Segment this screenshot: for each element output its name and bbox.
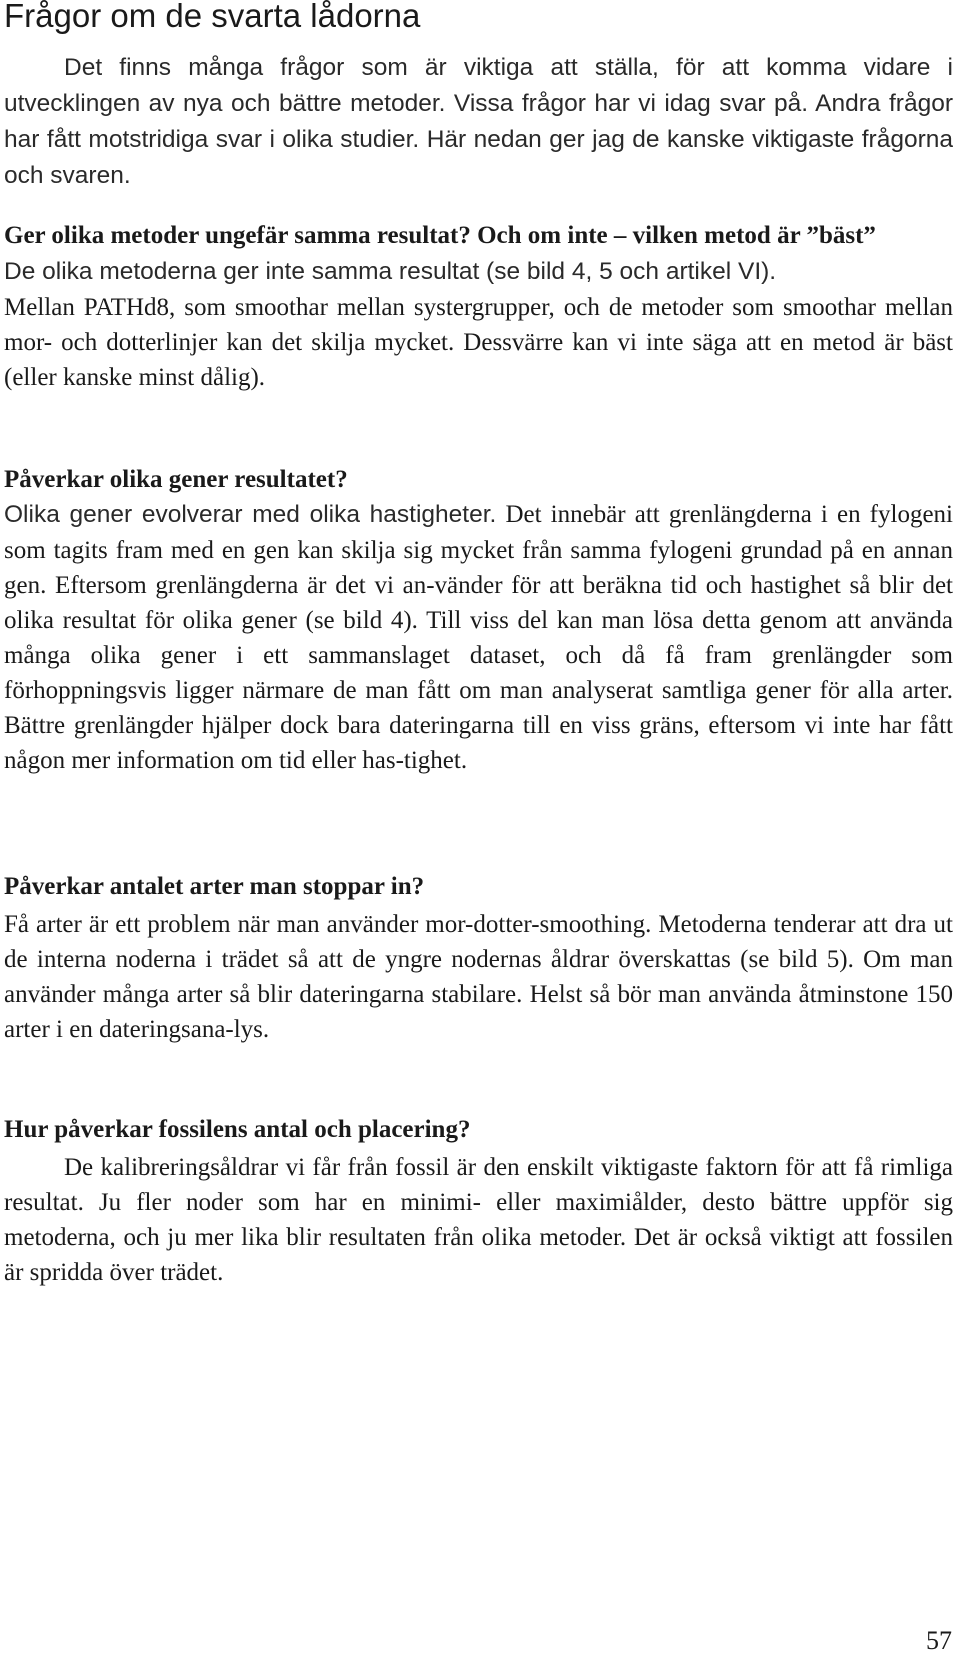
section-body-rest: Det innebär att grenlängderna i en fylogeni som tagits fram med en gen kan skilja sig mycket från samma fylogeni grundad på en annan gen. Eftersom grenlängderna är det vi an-vänder för att beräkna tid och hastighet så blir det olika resultat för olika gener (se bild 4). Till viss del kan man lösa detta genom att använda många olika gener i ett sammanslaget dataset, och då få fram grenlängder som förhoppningsvis ligger närmare de man fått om man analyserat samtliga gener för alla arter. Bättre grenlängder hjälper dock bara dateringarna till en viss gräns, eftersom vi inte har fått någon mer information om tid eller has-tighet. (4, 501, 953, 774)
section-heading: Påverkar olika gener resultatet? (4, 466, 348, 493)
section-body: De kalibreringsåldrar vi får från fossil är den enskilt viktigaste faktorn för att få rimliga resultat. Ju fler noder som har en minimi- eller maximiålder, desto bättre uppför sig metoderna, och ju mer lika blir resultaten från olika metoder. Det är också viktigt att fossilen är spridda över trädet. (4, 1154, 953, 1286)
section-body-intro: Olika gener evolverar med olika hastigheter. (4, 501, 497, 528)
section-body: Mellan PATHd8, som smoothar mellan systergrupper, och de metoder som smoothar mellan mor- och dotterlinjer kan det skilja mycket. Dessvärre kan vi inte säga att en metod är bäst (eller kanske minst dålig). (4, 294, 953, 391)
section-body (4, 497, 953, 778)
section-heading: Påverkar antalet arter man stoppar in? (4, 873, 425, 900)
page-title: Frågor om de svarta lådorna (4, 0, 421, 34)
section-body-intro: De olika metoderna ger inte samma resultat (se bild 4, 5 och artikel VI). (4, 258, 777, 285)
section-fossils (4, 1112, 953, 1290)
intro-paragraph-block (4, 50, 953, 194)
section-species-count (4, 869, 953, 1047)
section-body: Få arter är ett problem när man använder mor-dotter-smoothing. Metoderna tenderar att dra ut de interna noderna i trädet så att de yngre nodernas åldrar överskattas (se bild 5). Om man använder många arter så blir dateringarna stabilare. Helst så bör man använda åtminstone 150 arter i en dateringsana-lys. (4, 911, 953, 1043)
section-heading: Ger olika metoder ungefär samma resultat? Och om inte – vilken metod är ”bäst” (4, 222, 876, 249)
intro-paragraph: Det finns många frågor som är viktiga att ställa, för att komma vidare i utvecklingen av nya och bättre metoder. Vissa frågor har vi idag svar på. Andra frågor har fått motstridiga svar i olika studier. Här nedan ger jag de kanske viktigaste frågorna och svaren. (4, 54, 953, 189)
page-number: 57 (926, 1626, 952, 1655)
section-methods (4, 218, 953, 395)
section-genes (4, 462, 953, 778)
section-heading: Hur påverkar fossilens antal och placering? (4, 1116, 471, 1143)
